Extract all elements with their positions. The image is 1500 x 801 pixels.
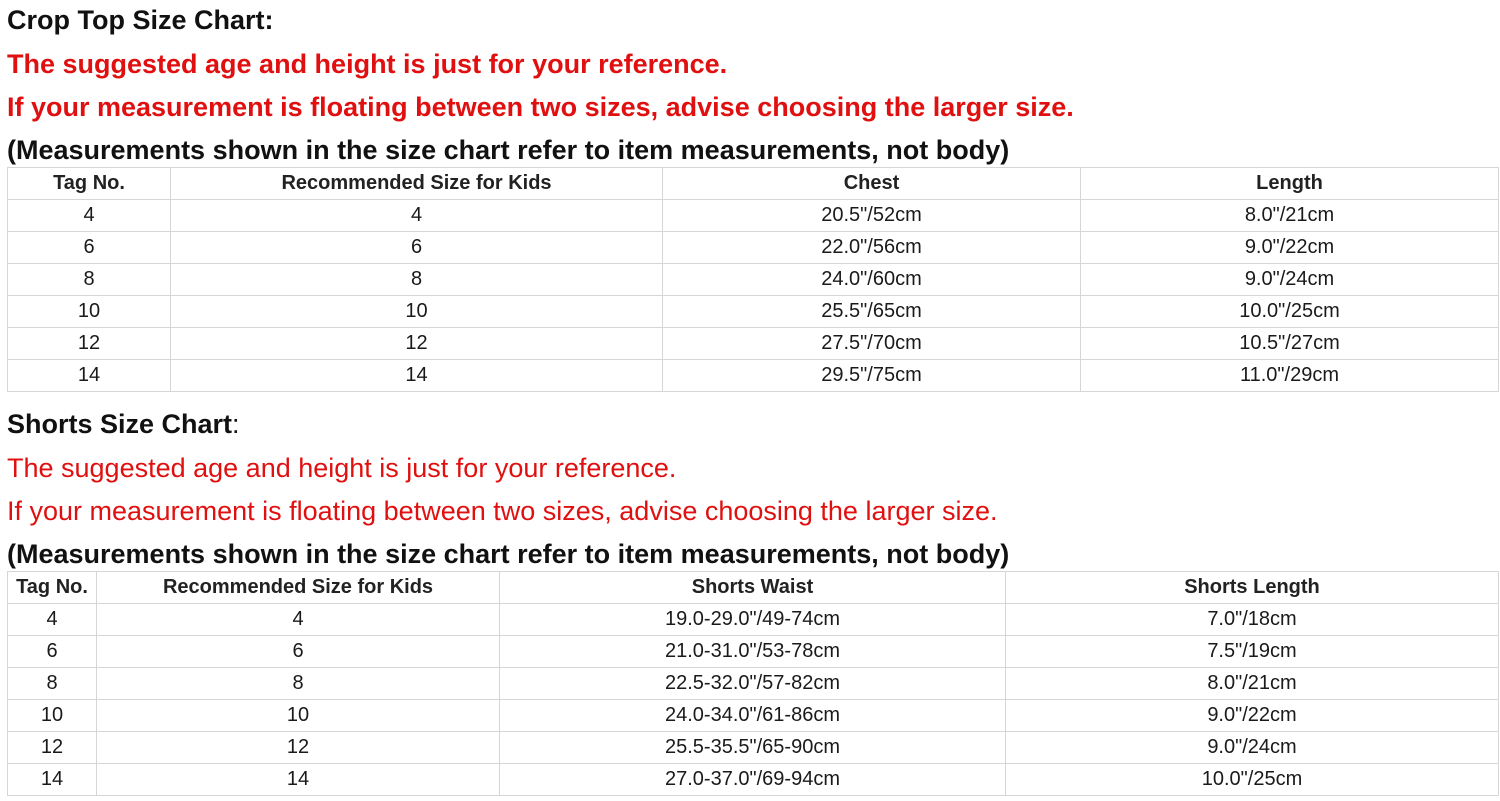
cell-recommended-size: 14 xyxy=(97,764,500,796)
shorts-reference-note: The suggested age and height is just for your reference. xyxy=(7,453,677,483)
cell-tag-no: 4 xyxy=(8,200,171,232)
cell-shorts-length: 9.0"/24cm xyxy=(1006,732,1499,764)
cell-shorts-waist: 24.0-34.0"/61-86cm xyxy=(500,700,1006,732)
cell-chest: 24.0"/60cm xyxy=(663,264,1081,296)
cell-chest: 20.5"/52cm xyxy=(663,200,1081,232)
cell-shorts-length: 7.5"/19cm xyxy=(1006,636,1499,668)
shorts-chart-title xyxy=(7,407,240,441)
shorts-measurement-note: (Measurements shown in the size chart refer to item measurements, not body) xyxy=(7,539,1010,569)
table-row xyxy=(8,296,1499,328)
cell-recommended-size: 12 xyxy=(97,732,500,764)
cell-tag-no: 10 xyxy=(8,296,171,328)
cell-shorts-waist: 22.5-32.0"/57-82cm xyxy=(500,668,1006,700)
table-row xyxy=(8,668,1499,700)
table-header-row xyxy=(8,168,1499,200)
cell-chest: 22.0"/56cm xyxy=(663,232,1081,264)
column-header-length: Length xyxy=(1081,168,1499,200)
cell-tag-no: 8 xyxy=(8,668,97,700)
cell-tag-no: 4 xyxy=(8,604,97,636)
cell-recommended-size: 6 xyxy=(171,232,663,264)
cell-tag-no: 10 xyxy=(8,700,97,732)
cell-shorts-length: 9.0"/22cm xyxy=(1006,700,1499,732)
table-row xyxy=(8,604,1499,636)
table-row xyxy=(8,700,1499,732)
cell-recommended-size: 12 xyxy=(171,328,663,360)
cell-length: 11.0"/29cm xyxy=(1081,360,1499,392)
crop-top-size-table xyxy=(7,167,1499,392)
cell-recommended-size: 8 xyxy=(97,668,500,700)
cell-shorts-waist: 19.0-29.0"/49-74cm xyxy=(500,604,1006,636)
cell-tag-no: 14 xyxy=(8,360,171,392)
cell-tag-no: 6 xyxy=(8,232,171,264)
cell-tag-no: 14 xyxy=(8,764,97,796)
cell-recommended-size: 14 xyxy=(171,360,663,392)
crop-top-chart-title: Crop Top Size Chart: xyxy=(7,5,274,35)
cell-length: 10.0"/25cm xyxy=(1081,296,1499,328)
table-row xyxy=(8,264,1499,296)
cell-recommended-size: 10 xyxy=(171,296,663,328)
cell-recommended-size: 6 xyxy=(97,636,500,668)
shorts-size-table xyxy=(7,571,1499,796)
column-header-shorts-length: Shorts Length xyxy=(1006,572,1499,604)
cell-length: 10.5"/27cm xyxy=(1081,328,1499,360)
shorts-chart-title-colon: : xyxy=(232,409,240,439)
cell-recommended-size: 4 xyxy=(171,200,663,232)
cell-recommended-size: 4 xyxy=(97,604,500,636)
table-row xyxy=(8,732,1499,764)
cell-chest: 25.5"/65cm xyxy=(663,296,1081,328)
table-row xyxy=(8,328,1499,360)
cell-length: 9.0"/24cm xyxy=(1081,264,1499,296)
table-row xyxy=(8,232,1499,264)
cell-shorts-length: 10.0"/25cm xyxy=(1006,764,1499,796)
cell-length: 8.0"/21cm xyxy=(1081,200,1499,232)
table-row xyxy=(8,200,1499,232)
table-header-row xyxy=(8,572,1499,604)
column-header-chest: Chest xyxy=(663,168,1081,200)
column-header-shorts-waist: Shorts Waist xyxy=(500,572,1006,604)
crop-top-measurement-note: (Measurements shown in the size chart refer to item measurements, not body) xyxy=(7,135,1010,165)
column-header-tag-no: Tag No. xyxy=(8,572,97,604)
cell-length: 9.0"/22cm xyxy=(1081,232,1499,264)
table-row xyxy=(8,636,1499,668)
cell-recommended-size: 8 xyxy=(171,264,663,296)
cell-shorts-waist: 27.0-37.0"/69-94cm xyxy=(500,764,1006,796)
cell-tag-no: 8 xyxy=(8,264,171,296)
cell-shorts-waist: 21.0-31.0"/53-78cm xyxy=(500,636,1006,668)
cell-tag-no: 12 xyxy=(8,328,171,360)
crop-top-sizing-advice: If your measurement is floating between two sizes, advise choosing the larger size. xyxy=(7,92,1074,122)
cell-chest: 29.5"/75cm xyxy=(663,360,1081,392)
cell-shorts-length: 8.0"/21cm xyxy=(1006,668,1499,700)
cell-chest: 27.5"/70cm xyxy=(663,328,1081,360)
cell-tag-no: 6 xyxy=(8,636,97,668)
column-header-tag-no: Tag No. xyxy=(8,168,171,200)
cell-shorts-waist: 25.5-35.5"/65-90cm xyxy=(500,732,1006,764)
cell-tag-no: 12 xyxy=(8,732,97,764)
crop-top-reference-note: The suggested age and height is just for your reference. xyxy=(7,49,728,79)
shorts-sizing-advice: If your measurement is floating between two sizes, advise choosing the larger size. xyxy=(7,496,998,526)
column-header-recommended-size: Recommended Size for Kids xyxy=(97,572,500,604)
cell-shorts-length: 7.0"/18cm xyxy=(1006,604,1499,636)
shorts-chart-title-text: Shorts Size Chart xyxy=(7,409,233,439)
table-row xyxy=(8,360,1499,392)
table-row xyxy=(8,764,1499,796)
column-header-recommended-size: Recommended Size for Kids xyxy=(171,168,663,200)
cell-recommended-size: 10 xyxy=(97,700,500,732)
